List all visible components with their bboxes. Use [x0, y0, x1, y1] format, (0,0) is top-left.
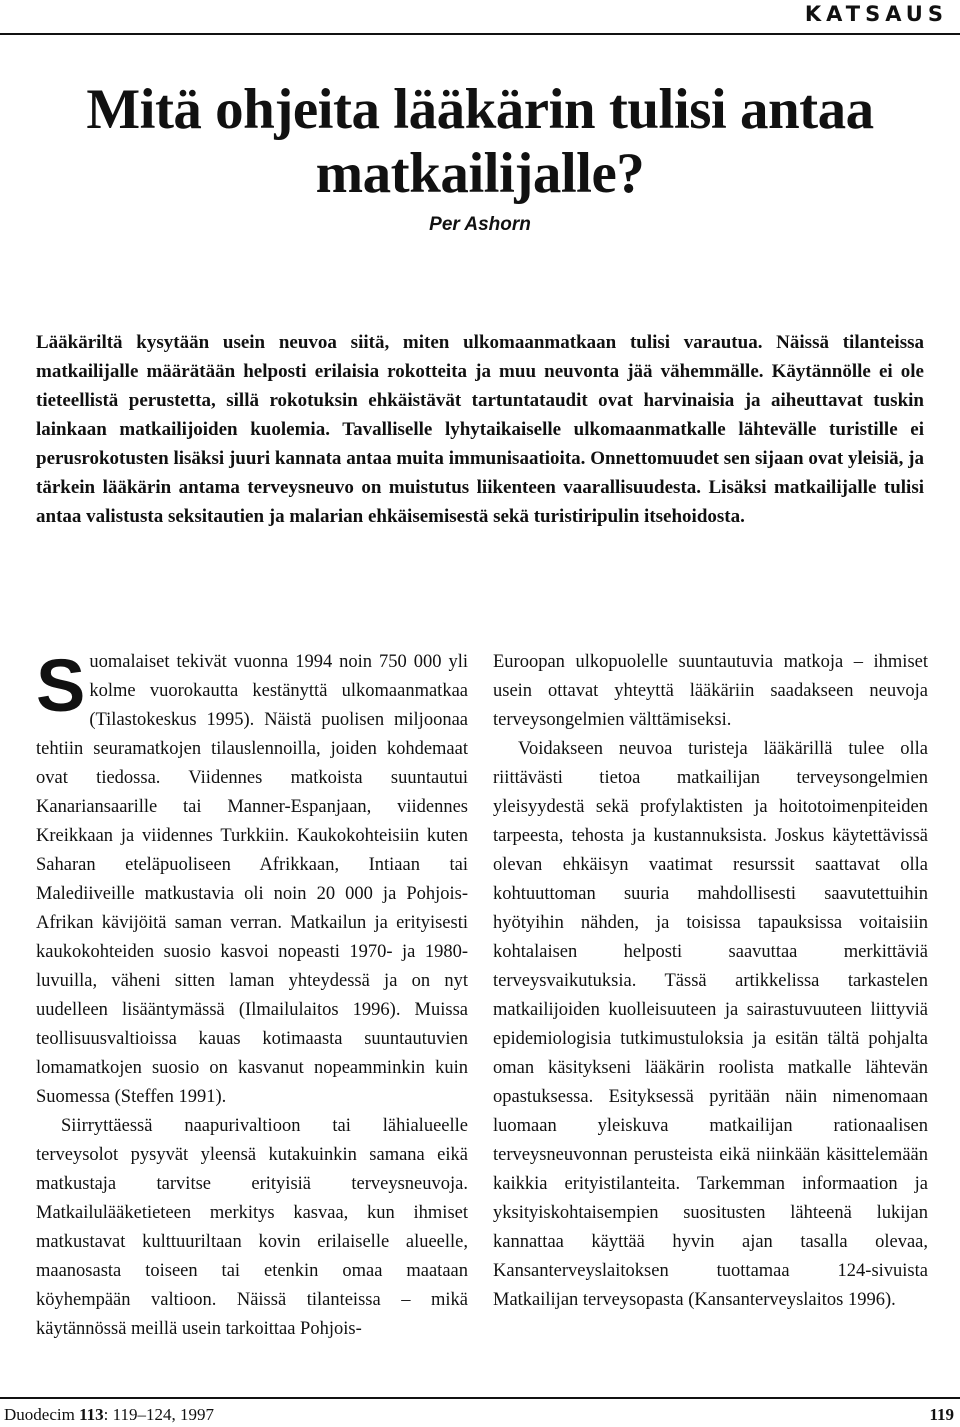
header-rule [0, 33, 960, 35]
journal-name: Duodecim [4, 1405, 75, 1424]
section-label: KATSAUS [804, 2, 948, 26]
body-paragraph: uomalaiset tekivät vuonna 1994 noin 750 000 yli kolme vuorokautta kestänyttä ulkomaanmatkaa (Tilastokeskus 1995). Näistä puolisen miljoonaa tehtiin seuramatkojen tilauslennoilla, joiden kohdemaat ovat tiedossa. Viidennes matkoista suuntautui Kanariansaarille tai Manner-Espanjaan, viidennes Kreikkaan ja viidennes Turkkiin. Kaukokohteisiin kuten Saharan eteläpuoliseen Afrikkaan, Intiaan tai Malediiveille matkustavia oli noin 20 000 ja Pohjois-Afrikan kävijöitä saman verran. Matkailun ja erityisesti kaukokohteiden suosio kasvoi nopeasti 1970- ja 1980-luvuilla, väheni sitten laman yhteydessä ja on nyt uudelleen lisääntymässä (Ilmailulaitos 1996). Muissa teollisuusvaltioissa kauas kotimaasta suuntautuvien lomamatkojen suosio on kasvanut nopeamminkin kuin Suomessa (Steffen 1991). [36, 652, 468, 1107]
author-name: Per Ashorn [429, 214, 531, 235]
title-line-2: matkailijalle? [315, 142, 645, 205]
citation [4, 1405, 214, 1425]
page-number: 119 [929, 1405, 954, 1424]
journal-pages: : 119–124, 1997 [103, 1405, 214, 1424]
body-paragraph: Euroopan ulkopuolelle suuntautuvia matkoja – ihmiset usein ottavat yhteyttä lääkäriin saadakseen neuvoja terveysongelmien välttämiseksi. [493, 652, 928, 730]
abstract: Lääkäriltä kysytään usein neuvoa siitä, miten ulkomaanmatkaan tulisi varautua. Näissä tilanteissa matkailijalle määrätään helposti erilaisia rokotteita ja muu neuvonta jää vähemmälle. Käytännölle ei ole tieteellistä perustetta, sillä rokotuksin ehkäistävät tartuntataudit ovat harvinaisia ja aiheuttavat tuskin lainkaan matkailijoiden kuolemia. Tavalliselle lyhytaikaiselle ulkomaanmatkalle lähtevälle turistille ei perusrokotusten lisäksi juuri kannata antaa muita immunisaatioita. Onnettomuudet sen sijaan ovat yleisiä, ja tärkein lääkärin antama terveysneuvo on muistutus liikenteen vaarallisuudesta. Lisäksi matkailijalle tulisi antaa valistusta seksitautien ja malarian ehkäisemisestä sekä turistiripulin itsehoidosta. [36, 332, 924, 527]
drop-cap: S [36, 644, 86, 727]
title-line-1: Mitä ohjeita lääkärin tulisi antaa [86, 78, 874, 141]
footer-rule [0, 1397, 960, 1399]
body-column-right [493, 648, 928, 1315]
body-column-left [36, 644, 468, 1344]
body-paragraph: Voidakseen neuvoa turisteja lääkärillä tulee olla riittävästi tietoa matkailijan terveysongelmien yleisyydestä sekä profylaktisten ja hoitotoimenpiteiden tarpeesta, tehosta ja kustannuksista. Joskus käytettävissä olevan ehkäisyn vaatimat resurssit saattavat olla kohtuuttoman suuria mahdollisesti saavutettuihin hyötyihin nähden, ja toisissa tapauksissa voitaisiin kohtalaisen helposti saavuttaa merkittäviä terveysvaikutuksia. Tässä artikkelissa tarkastelen matkailijoiden kuolleisuuteen ja sairastuvuuteen liittyviä epidemiologisia tutkimustuloksia ja esitän tältä pohjalta oman käsitykseni lääkärin roolista matkalle lähtevän opastuksessa. Esityksessä pyritään näin nimenomaan luomaan yleiskuva matkailijan rationaalisen terveysneuvonnan perusteista eikä niinkään käsittelemään kaikkia erityistilanteita. Tarkemman informaation ja yksityiskohtaisempien suositusten lähteenä lukijan kannattaa käyttää hyvin ajan tasalla olevaa, Kansanterveyslaitoksen tuottamaa 124-sivuista Matkailijan terveysopasta (Kansanterveyslaitos 1996). [493, 739, 928, 1310]
article-title [0, 78, 960, 206]
journal-volume: 113 [79, 1405, 104, 1424]
body-paragraph: Siirryttäessä naapurivaltioon tai lähialueelle terveysolot pysyvät yleensä kutakuinkin samana eikä matkustaja tarvitse erityisiä terveysneuvoja. Matkailulääketieteen merkitys kasvaa, kun ihmiset matkustavat kulttuuriltaan kovin erilaiselle alueelle, maanosasta toiseen tai etenkin omaa maataan köyhempään valtioon. Näissä tilanteissa – mikä käytännössä meillä usein tarkoittaa Pohjois- [36, 1116, 468, 1339]
